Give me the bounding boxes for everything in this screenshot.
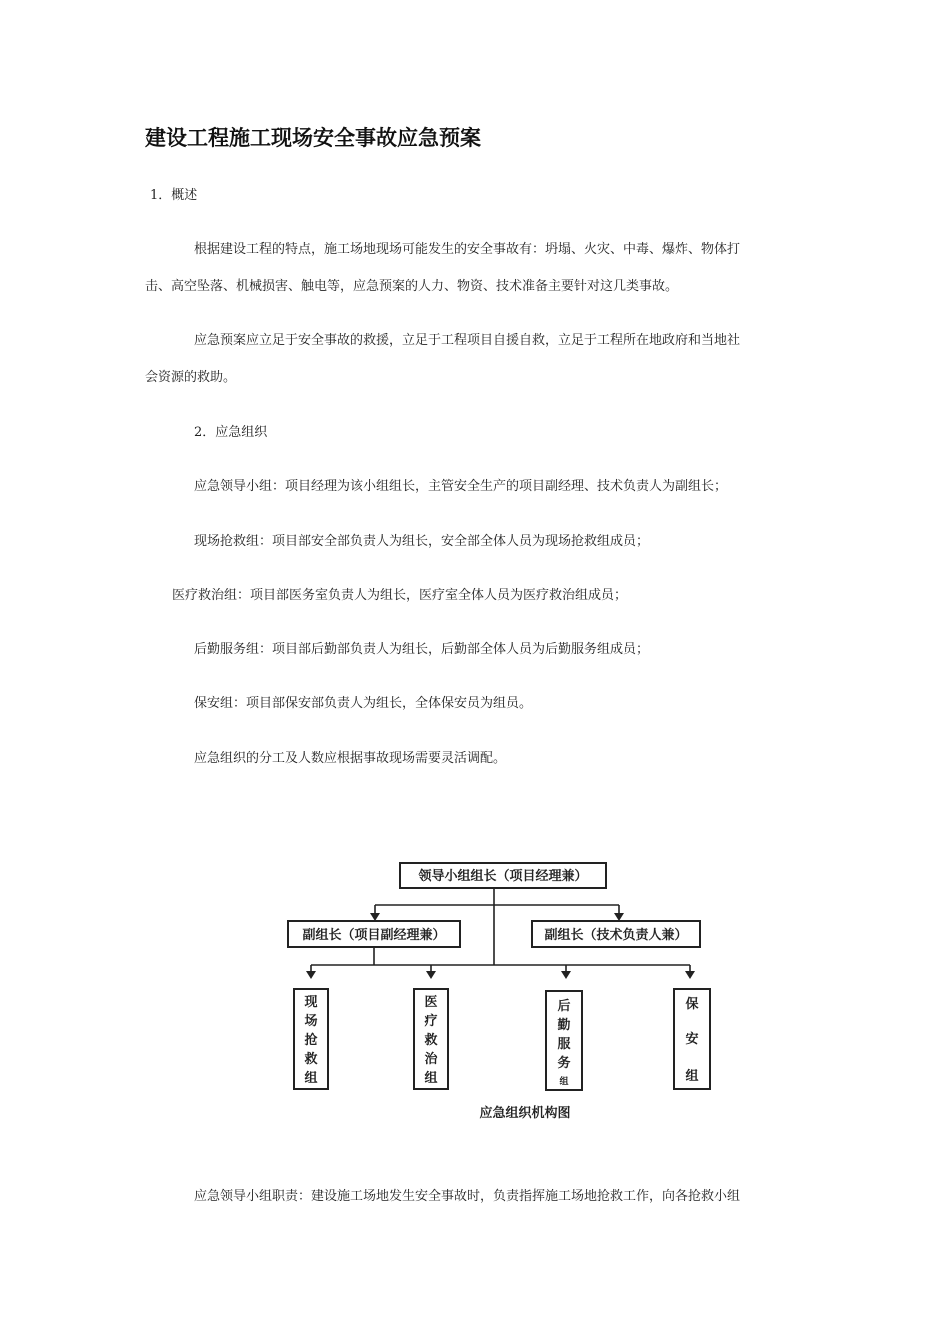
arrow-down-icon xyxy=(370,913,380,921)
group-description: 现场抢救组：项目部安全部负责人为组长，安全部全体人员为现场抢救组成员； xyxy=(194,534,650,549)
arrow-down-icon xyxy=(426,971,436,979)
section-heading-overview: 1．概述 xyxy=(150,188,198,203)
team-char: 务 xyxy=(557,1056,571,1071)
paragraph-line: 根据建设工程的特点，施工场地现场可能发生的安全事故有：坍塌、火灾、中毒、爆炸、物体打 xyxy=(194,242,741,257)
team-char: 救 xyxy=(304,1052,318,1067)
org-box-leader-label: 领导小组组长（项目经理兼） xyxy=(418,869,588,884)
arrow-down-icon xyxy=(614,913,624,921)
group-description: 保安组：项目部保安部负责人为组长，全体保安员为组员。 xyxy=(194,696,533,711)
chart-caption: 应急组织机构图 xyxy=(479,1106,571,1121)
team-char: 救 xyxy=(424,1033,438,1048)
team-char: 疗 xyxy=(424,1014,438,1029)
team-char: 组 xyxy=(559,1077,569,1087)
paragraph-line: 会资源的救助。 xyxy=(145,370,237,385)
team-char: 治 xyxy=(424,1052,438,1067)
paragraph-line: 应急领导小组职责：建设施工场地发生安全事故时，负责指挥施工场地抢救工作，向各抢救小组 xyxy=(194,1189,741,1204)
team-char: 现 xyxy=(304,995,318,1010)
paragraph-line: 击、高空坠落、机械损害、触电等，应急预案的人力、物资、技术准备主要针对这几类事故。 xyxy=(145,279,679,294)
team-char: 组 xyxy=(304,1071,318,1086)
team-char: 组 xyxy=(424,1071,438,1086)
section-heading-organization: 2．应急组织 xyxy=(194,425,268,440)
org-chart xyxy=(280,855,740,1140)
team-char: 勤 xyxy=(557,1018,571,1033)
group-description: 应急领导小组：项目经理为该小组组长，主管安全生产的项目副经理、技术负责人为副组长； xyxy=(194,479,728,494)
page-title: 建设工程施工现场安全事故应急预案 xyxy=(145,126,481,150)
team-char: 组 xyxy=(685,1069,699,1084)
org-box-deputy-left-label: 副组长（项目副经理兼） xyxy=(302,928,446,943)
group-description: 后勤服务组：项目部后勤部负责人为组长，后勤部全体人员为后勤服务组成员； xyxy=(194,642,650,657)
group-description: 医疗救治组：项目部医务室负责人为组长，医疗室全体人员为医疗救治组成员； xyxy=(172,588,628,603)
arrow-down-icon xyxy=(685,971,695,979)
arrow-down-icon xyxy=(561,971,571,979)
team-char: 服 xyxy=(557,1037,571,1052)
paragraph-line: 应急预案应立足于安全事故的救援，立足于工程项目自援自救，立足于工程所在地政府和当地社 xyxy=(194,333,741,348)
team-char: 保 xyxy=(685,997,699,1012)
team-char: 抢 xyxy=(304,1033,318,1048)
team-char: 医 xyxy=(424,995,438,1010)
arrow-down-icon xyxy=(306,971,316,979)
group-description: 应急组织的分工及人数应根据事故现场需要灵活调配。 xyxy=(194,751,507,766)
org-box-deputy-right-label: 副组长（技术负责人兼） xyxy=(544,928,688,943)
team-char: 安 xyxy=(685,1032,699,1047)
team-char: 后 xyxy=(557,999,571,1014)
team-char: 场 xyxy=(304,1014,318,1029)
